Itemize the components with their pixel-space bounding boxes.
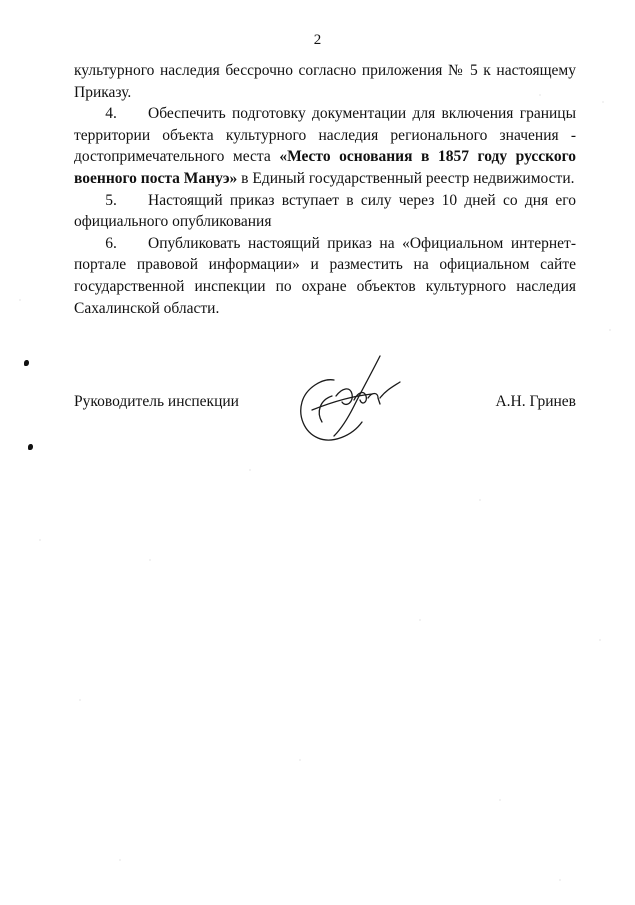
paragraph-4-text-b: в Единый государственный реестр недвижимости.: [237, 169, 575, 187]
page-number: 2: [313, 32, 322, 48]
scan-mark: [28, 444, 33, 450]
paragraph-5: [74, 190, 576, 233]
paragraph-6-text: Опубликовать настоящий приказ на «Официальном интернет-портале правовой информации» и разместить на официальном сайте государственной инспекции по охране объектов культурного наследия Сахалинской области.: [74, 234, 576, 317]
paragraph-5-number: 5.: [105, 191, 117, 209]
paragraph-continuation: культурного наследия бессрочно согласно приложения № 5 к настоящему Приказу.: [74, 62, 576, 101]
paragraph-4-bold: «Место основания в 1857 году русского военного поста Мануэ»: [74, 148, 576, 187]
scan-mark: [24, 360, 29, 366]
paragraph-4: [74, 103, 576, 189]
signatory-title: Руководитель инспекции: [74, 393, 239, 410]
signatory-name: А.Н. Гринев: [495, 393, 576, 410]
paragraph-4-number: 4.: [105, 105, 117, 123]
paragraph-4-text-a: Обеспечить подготовку документации для включения границы территории объекта культурного наследия регионального значения - достопримечательного места: [74, 105, 576, 166]
paragraph-6: [74, 233, 576, 319]
handwritten-signature: [292, 352, 410, 447]
paragraph-5-text: Настоящий приказ вступает в силу через 10 дней со дня его официального опубликования: [74, 191, 576, 231]
paragraph-6-number: 6.: [105, 234, 117, 252]
document-body: [74, 60, 576, 319]
